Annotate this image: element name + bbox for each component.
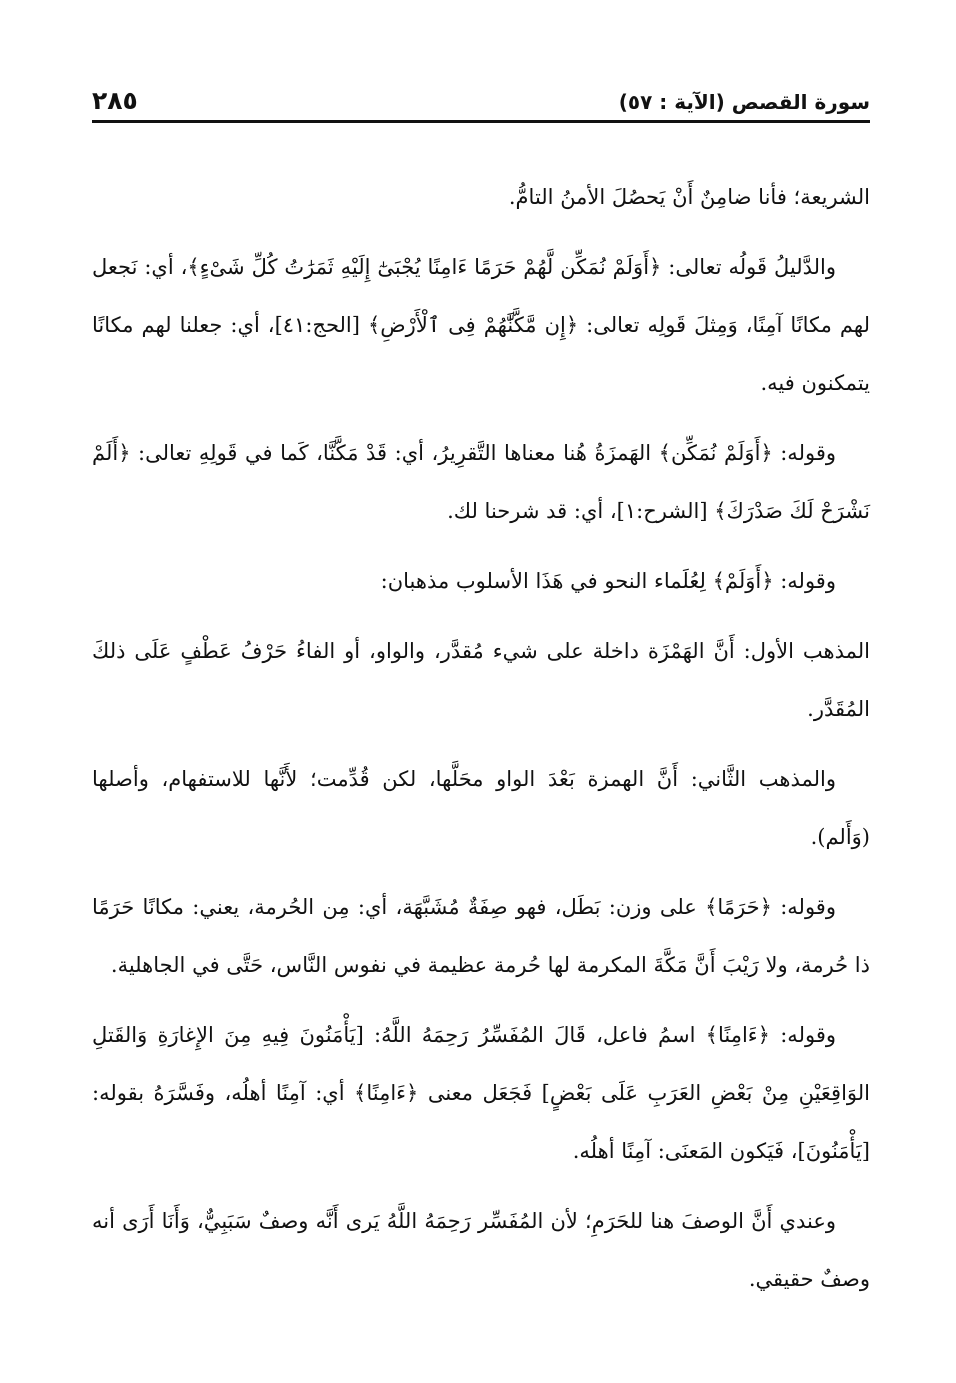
paragraph: وقوله: ﴿أَوَلَمْ نُمَكِّن﴾ الهَمزَةُ هُنا معناها التَّقرِيرُ، أي: قَدْ مَكَّنَّا، كَما في قَولِهِ تعالى: ﴿أَلَمْ نَشْرَحْ لَكَ صَدْرَكَ﴾ [الشرح:١]، أي: قد شرحنا لك. [92, 441, 870, 523]
paragraph: والمذهب الثَّاني: أَنَّ الهمزة بَعْدَ الواو محَلَّها، لكن قُدِّمت؛ لأَنَّها للاستفهام، وأصلها (وَأَلم). [92, 767, 870, 849]
page-number: ٢٨٥ [92, 86, 138, 115]
paragraph: وقوله: ﴿حَرَمًا﴾ على وزن: بَطَل، فهو صِفَةٌ مُشَبَّهَة، أي: مِن الحُرمة، يعني: مكانًا حَرَمًا ذا حُرمة، ولا رَيْبَ أَنَّ مَكَّةَ المكرمة لها حُرمة عظيمة في نفوس النَّاس، حَتَّى في الجاهلية. [92, 895, 870, 977]
paragraph: الشريعة؛ فأنا ضامِنٌ أَنْ يَحصُلَ الأمنُ التامُّ. [508, 185, 870, 209]
paragraph: المذهب الأول: أَنَّ الهَمْزَة داخلة على شيء مُقدَّر، والواو، أو الفاءُ حَرْفُ عَطْفٍ عَلَى ذلكَ المُقَدَّر. [92, 639, 870, 721]
running-header-title: سورة القصص (الآية : ٥٧) [618, 90, 870, 114]
header-divider [92, 120, 870, 123]
paragraph: وعندي أَنَّ الوصفَ هنا للحَرَمِ؛ لأن المُفَسِّر رَحِمَهُ اللَّهُ يَرى أَنَّه وصفٌ سَبَبِيٌّ، وَأَنَا أَرَى أنه وصفٌ حقيقي. [92, 1209, 870, 1291]
body-text [92, 168, 870, 1320]
paragraph: وقوله: ﴿ءَامِنًا﴾ اسمُ فاعل، قَالَ المُفَسِّرُ رَحِمَهُ اللَّهُ: [يَأْمَنُونَ فِيهِ مِنَ الإِغارَةِ وَالقَتلِ الوَاقِعَيْنِ مِنْ بَعْضِ العَرَبِ عَلَى بَعْضٍ] فَجَعَل معنى ﴿ءَامِنًا﴾ أي: آمِنًا أهلُه، وفَسَّرَهُ بقوله: [يَأْمَنُونَ]، فَيَكون المَعنَى: آمِنًا أهلُه. [92, 1023, 870, 1163]
page-header [92, 86, 870, 122]
paragraph: وقوله: ﴿أَوَلَمْ﴾ لِعُلَماء النحو في هَذَا الأسلوب مذهبان: [380, 569, 836, 593]
paragraph: والدَّليلُ قَولُه تعالى: ﴿أَوَلَمْ نُمَكِّن لَّهُمْ حَرَمًا ءَامِنًا يُجْبَىٰٓ إِلَيْهِ ثَمَرَٰتُ كُلِّ شَىْءٍ﴾، أي: نَجعل لهم مكانًا آمِنًا، وَمِثلَ قَولِه تعالى: ﴿إِن مَّكَّنَّٰهُمْ فِى ٱلْأَرْضِ﴾ [الحج:٤١]، أي: جعلنا لهم مكانًا يتمكنون فيه. [92, 255, 870, 395]
